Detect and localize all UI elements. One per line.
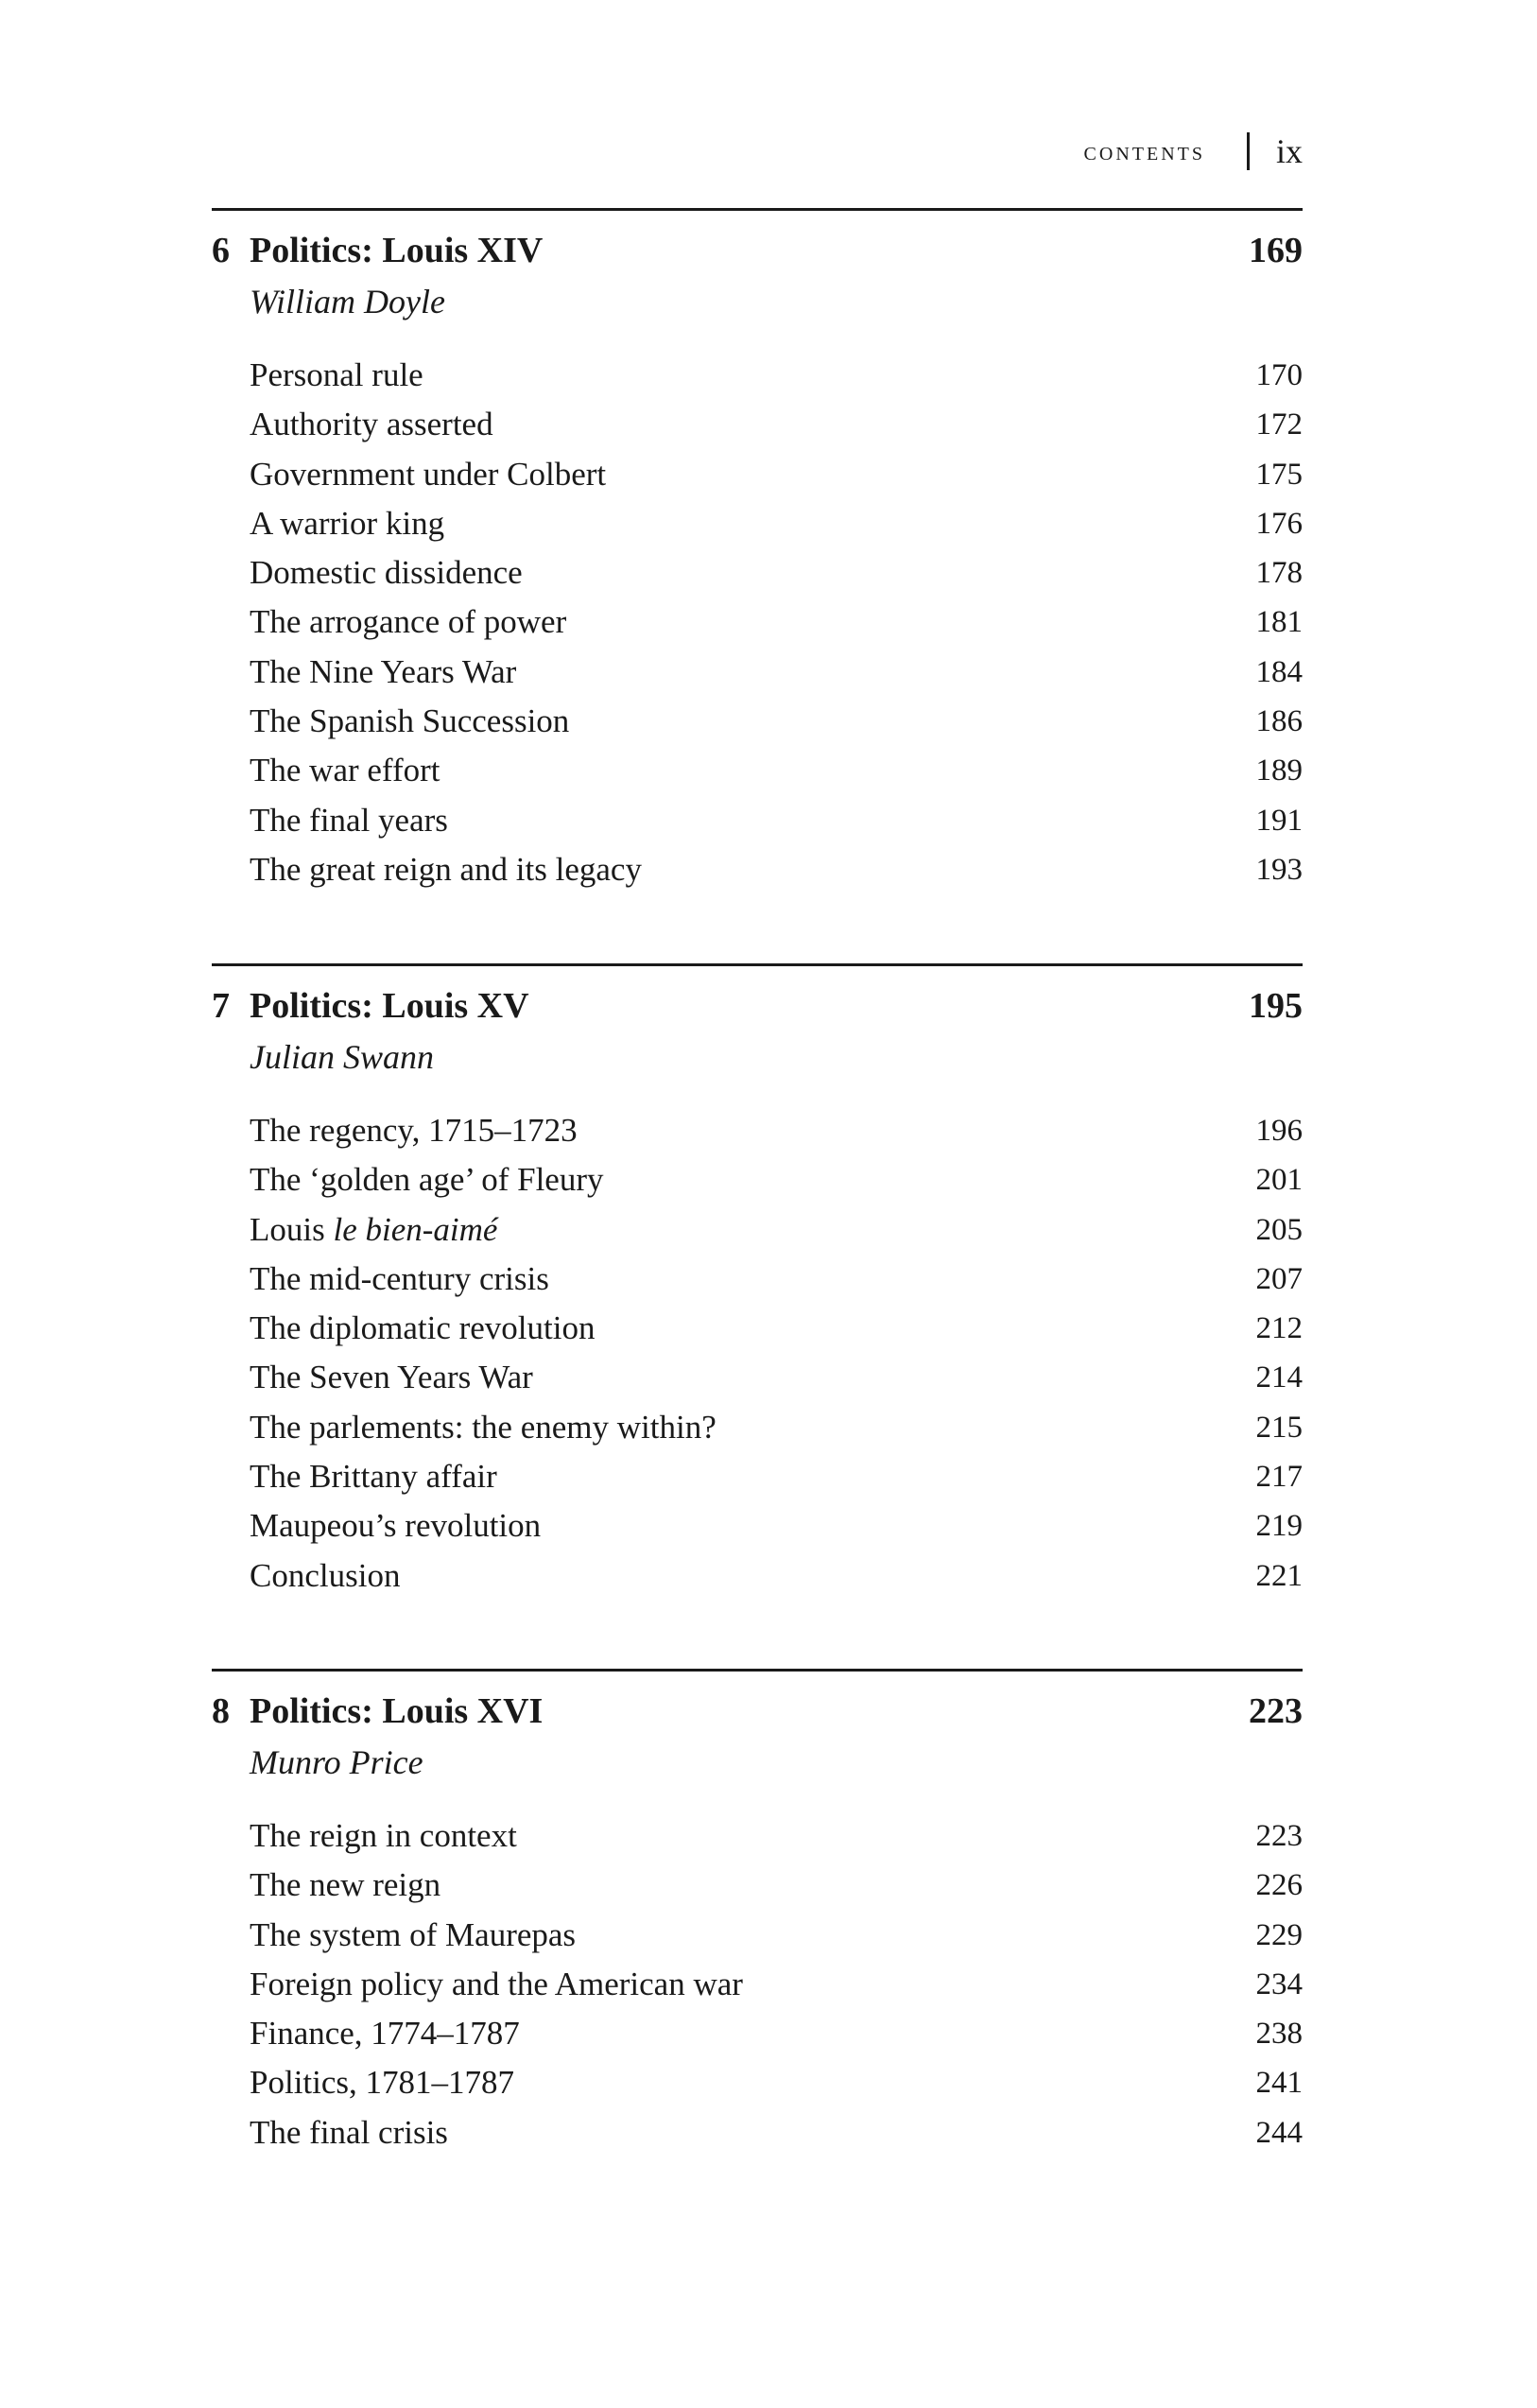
toc-entry — [250, 697, 1303, 746]
chapter-author: William Doyle — [250, 283, 445, 320]
toc-entry-title: The mid-century crisis — [250, 1259, 549, 1297]
toc-entry-page: 223 — [1255, 1819, 1303, 1853]
toc-entry — [250, 796, 1303, 845]
chapter-heading — [212, 985, 1303, 1032]
toc-entry-title: The final crisis — [250, 2113, 448, 2151]
toc-entry-title: Foreign policy and the American war — [250, 1965, 743, 2002]
toc-entry — [250, 2108, 1303, 2157]
toc-entry-title: The Brittany affair — [250, 1458, 497, 1496]
section-list — [250, 351, 1303, 894]
toc-entry — [250, 400, 1303, 449]
toc-entry-page: 189 — [1255, 754, 1303, 788]
toc-entry-page: 241 — [1255, 2066, 1303, 2101]
chapter-title: Politics: Louis XIV — [250, 231, 544, 270]
section-list — [250, 1811, 1303, 2157]
chapter-6 — [212, 208, 1303, 909]
toc-entry-title: Authority asserted — [250, 406, 493, 443]
toc-entry-title-italic: le bien-aimé — [333, 1210, 498, 1248]
toc-entry — [250, 1861, 1303, 1910]
toc-entry-page: 205 — [1255, 1212, 1303, 1247]
toc-entry-page: 229 — [1255, 1917, 1303, 1952]
toc-entry — [250, 1501, 1303, 1550]
chapter-8 — [212, 1669, 1303, 2173]
toc-entry — [250, 1960, 1303, 2009]
toc-entry-title: The arrogance of power — [250, 603, 567, 641]
toc-entry-title: Government under Colbert — [250, 455, 607, 493]
toc-entry — [250, 1205, 1303, 1255]
toc-entry-page: 196 — [1255, 1114, 1303, 1148]
chapter-number: 8 — [212, 1691, 230, 1731]
toc-entry — [250, 1106, 1303, 1155]
toc-entry — [250, 1452, 1303, 1501]
toc-entry-title: The regency, 1715–1723 — [250, 1112, 578, 1149]
toc-entry-page: 201 — [1255, 1163, 1303, 1198]
chapter-rule — [212, 963, 1303, 966]
toc-entry — [250, 1551, 1303, 1601]
toc-entry-page: 212 — [1255, 1311, 1303, 1346]
toc-entry — [250, 746, 1303, 795]
toc-entry-title: The diplomatic revolution — [250, 1309, 596, 1347]
toc-entry-title: A warrior king — [250, 504, 445, 542]
toc-entry-page: 219 — [1255, 1509, 1303, 1544]
toc-entry-title: The great reign and its legacy — [250, 850, 642, 888]
toc-entry-title: Personal rule — [250, 356, 423, 393]
toc-entry — [250, 2058, 1303, 2107]
chapter-author: Julian Swann — [250, 1038, 434, 1076]
toc-entry — [250, 351, 1303, 400]
toc-entry — [250, 648, 1303, 697]
toc-entry-title: Conclusion — [250, 1556, 401, 1594]
toc-entry-page: 207 — [1255, 1261, 1303, 1296]
toc-entry-page: 186 — [1255, 704, 1303, 739]
toc-entry-page: 226 — [1255, 1868, 1303, 1903]
toc-entry-page: 217 — [1255, 1460, 1303, 1495]
toc-entry — [250, 1255, 1303, 1304]
toc-entry-title: Domestic dissidence — [250, 554, 523, 592]
chapter-page: 195 — [1249, 986, 1303, 1026]
toc-entry — [250, 598, 1303, 647]
toc-entry-page: 214 — [1255, 1360, 1303, 1395]
toc-entry-title: The new reign — [250, 1866, 441, 1904]
toc-entry-title: The Spanish Succession — [250, 702, 570, 740]
toc-entry-title: The Nine Years War — [250, 652, 517, 690]
chapter-page: 169 — [1249, 231, 1303, 270]
chapter-number: 6 — [212, 231, 230, 270]
chapter-author: Munro Price — [250, 1743, 423, 1781]
toc-entry — [250, 450, 1303, 499]
toc-entry-page: 170 — [1255, 358, 1303, 392]
toc-entry — [250, 499, 1303, 548]
toc-entry — [250, 1811, 1303, 1861]
toc-entry-page: 234 — [1255, 1966, 1303, 2001]
toc-entry — [250, 1155, 1303, 1204]
toc-entry-page: 181 — [1255, 605, 1303, 640]
toc-entry-page: 176 — [1255, 506, 1303, 541]
toc-entry-title: The reign in context — [250, 1817, 517, 1854]
page-number: ix — [1275, 132, 1303, 170]
toc-entry-page: 221 — [1255, 1558, 1303, 1593]
toc-entry-page: 184 — [1255, 654, 1303, 689]
section-list — [250, 1106, 1303, 1601]
toc-entry-title — [250, 1205, 497, 1255]
chapter-page: 223 — [1249, 1691, 1303, 1731]
chapter-title: Politics: Louis XV — [250, 986, 529, 1026]
toc-entry-title: The final years — [250, 801, 448, 839]
toc-entry-page: 215 — [1255, 1410, 1303, 1445]
toc-entry-title: The Seven Years War — [250, 1359, 533, 1396]
toc-entry-title: The war effort — [250, 752, 440, 789]
toc-entry-title: The system of Maurepas — [250, 1915, 577, 1953]
toc-entry-title: Finance, 1774–1787 — [250, 2015, 520, 2053]
running-head — [1084, 130, 1303, 172]
toc-entry — [250, 845, 1303, 894]
running-head-divider — [1247, 132, 1250, 170]
toc-entry-page: 238 — [1255, 2017, 1303, 2052]
toc-entry — [250, 1403, 1303, 1452]
toc-entry — [250, 1353, 1303, 1402]
toc-entry — [250, 1911, 1303, 1960]
toc-entry-page: 172 — [1255, 407, 1303, 442]
toc-entry-page: 244 — [1255, 2115, 1303, 2150]
chapter-title: Politics: Louis XVI — [250, 1691, 544, 1731]
chapter-heading — [212, 1690, 1303, 1738]
toc-entry — [250, 548, 1303, 598]
toc-entry-title: Maupeou’s revolution — [250, 1507, 542, 1545]
toc-entry-page: 175 — [1255, 457, 1303, 492]
chapter-7 — [212, 963, 1303, 1616]
toc-entry — [250, 2009, 1303, 2058]
toc-entry-title: The ‘golden age’ of Fleury — [250, 1161, 604, 1199]
toc-entry — [250, 1304, 1303, 1353]
toc-entry-page: 191 — [1255, 803, 1303, 838]
toc-entry-page: 193 — [1255, 852, 1303, 887]
chapter-number: 7 — [212, 986, 230, 1026]
toc-entry-title: Politics, 1781–1787 — [250, 2064, 515, 2102]
chapter-rule — [212, 208, 1303, 211]
toc-entry-page: 178 — [1255, 556, 1303, 591]
toc-entry-title-prefix: Louis — [250, 1210, 334, 1248]
chapter-heading — [212, 230, 1303, 277]
running-head-label: contents — [1083, 135, 1205, 166]
toc-entry-title: The parlements: the enemy within? — [250, 1408, 717, 1446]
chapter-rule — [212, 1669, 1303, 1672]
